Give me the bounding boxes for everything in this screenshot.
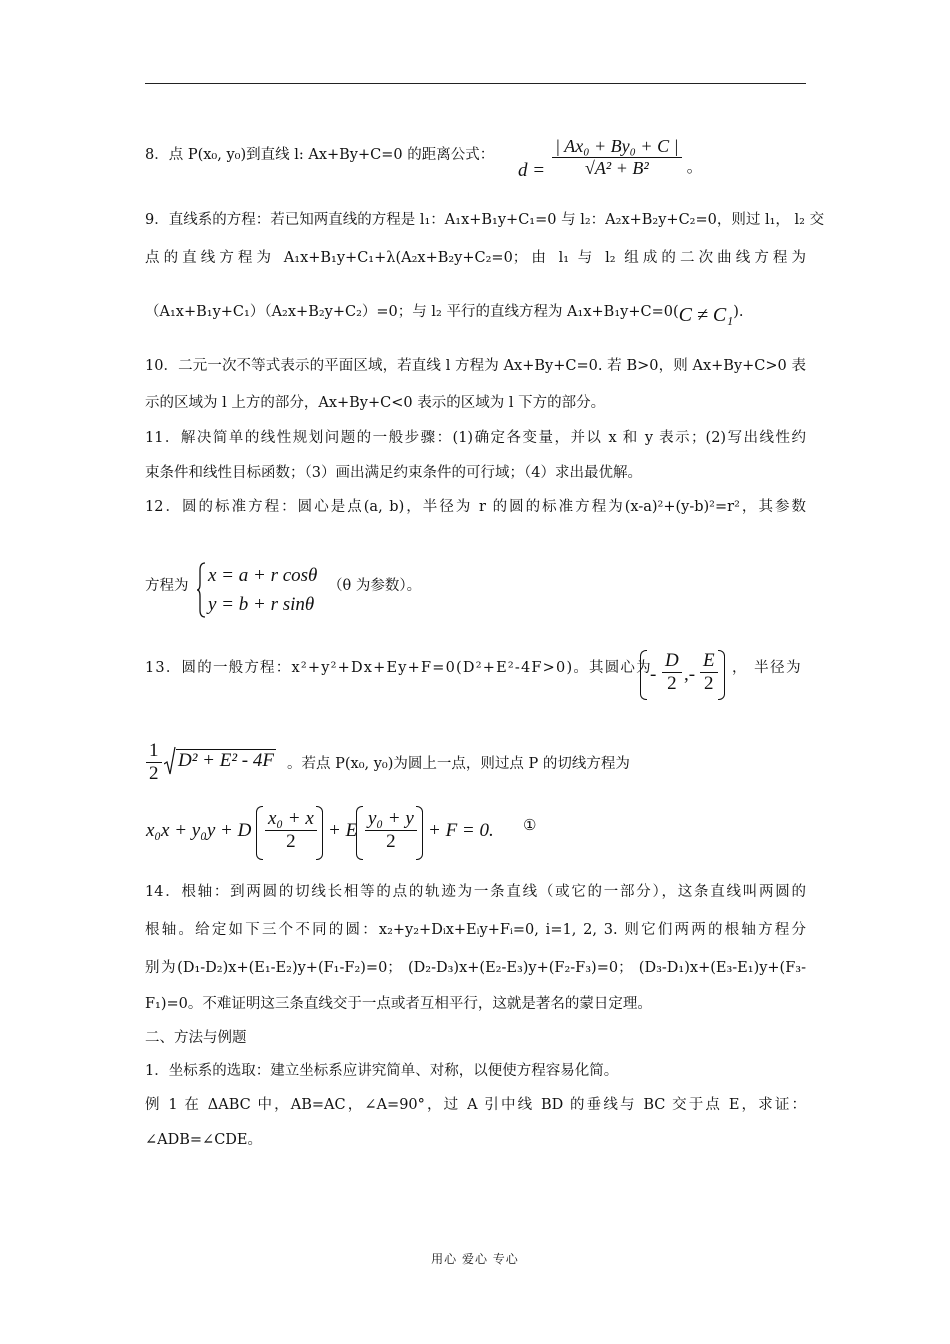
tangent-bracket-1-right — [316, 806, 323, 860]
tangent-part-b: + E — [328, 820, 358, 841]
center-neg: - — [650, 664, 657, 685]
distance-denominator: √A² + B² — [584, 158, 649, 178]
tangent-num-2: y₀ + y — [365, 808, 417, 831]
item-13-line-1-pre: 13．圆的一般方程：x²+y²+Dx+Ey+F=0(D²+E²-4F>0)。其圆心为 — [145, 660, 652, 676]
param-brace — [196, 562, 206, 618]
tangent-frac-2 — [365, 808, 417, 853]
item-10-line-1: 10．二元一次不等式表示的平面区域，若直线 l 方程为 Ax+By+C=0. 若 B>0，则 Ax+By+C>0 表 — [145, 358, 806, 374]
section-2-heading: 二、方法与例题 — [145, 1030, 247, 1046]
page-footer: 用心 爱心 专心 — [431, 1252, 519, 1266]
tangent-den-1: 2 — [286, 831, 296, 852]
param-x: x = a + r cosθ — [208, 565, 318, 586]
item-12-line-2-post: （θ 为参数）。 — [328, 578, 422, 594]
radius-expression: D² + E² - 4F — [178, 750, 274, 771]
item-11-line-1: 11．解决简单的线性规划问题的一般步骤：(1)确定各变量，并以 x 和 y 表示；(2)写出线性约 — [145, 430, 806, 446]
center-sep: ,- — [684, 664, 696, 685]
half-frac — [146, 740, 162, 785]
item-14-line-3: 别为(D₁-D₂)x+(E₁-E₂)y+(F₁-F₂)=0； (D₂-D₃)x+(E₂-E₃)y+(F₂-F₃)=0； (D₃-D₁)x+(E₃-E₁)y+(F₃- — [145, 960, 806, 976]
item-9-line-3-end: ). — [733, 304, 744, 320]
example-1-line-2: ∠ADB=∠CDE。 — [145, 1132, 263, 1148]
center-den-1: 2 — [667, 673, 677, 694]
item-10-line-2: 示的区域为 l 上方的部分，Ax+By+C<0 表示的区域为 l 下方的部分。 — [145, 395, 606, 411]
brace-icon — [196, 562, 206, 618]
condition-formula: C ≠ C₁ — [678, 304, 734, 326]
tangent-part-c: + F = 0. — [428, 820, 494, 841]
tangent-den-2: 2 — [386, 831, 396, 852]
center-num-1: D — [662, 650, 682, 673]
center-frac-2 — [700, 650, 718, 695]
item-14-line-4: F₁)=0。不难证明这三条直线交于一点或者互相平行，这就是著名的蒙日定理。 — [145, 996, 652, 1012]
distance-numerator: | Ax₀ + By₀ + C | — [552, 136, 681, 158]
item-12-line-1: 12．圆的标准方程：圆心是点(a, b)，半径为 r 的圆的标准方程为(x-a)²+(y-b)²=r²，其参数 — [145, 499, 806, 515]
item-12-line-2-pre: 方程为 — [145, 578, 189, 594]
center-bracket-left — [640, 650, 647, 700]
item-9-line-3-text: （A₁x+B₁y+C₁）（A₂x+B₂y+C₂）=0；与 l₂ 平行的直线方程为 A₁x+B₁y+C=0( — [145, 304, 679, 320]
item-9-line-1: 9．直线系的方程：若已知两直线的方程是 l₁：A₁x+B₁y+C₁=0 与 l₂：A₂x+B₂y+C₂=0，则过 l₁， l₂ 交 — [145, 212, 825, 228]
distance-fraction — [552, 136, 681, 179]
header-rule — [145, 83, 806, 84]
item-14-line-1: 14．根轴：到两圆的切线长相等的点的轨迹为一条直线（或它的一部分），这条直线叫两圆的 — [145, 884, 806, 900]
item-8-end: 。 — [686, 157, 703, 176]
center-frac-1 — [662, 650, 682, 695]
half-num: 1 — [146, 740, 162, 763]
half-den: 2 — [149, 763, 159, 784]
center-den-2: 2 — [704, 673, 714, 694]
tangent-bracket-2-left — [356, 806, 363, 860]
method-1: 1．坐标系的选取：建立坐标系应讲究简单、对称，以便使方程容易化简。 — [145, 1063, 619, 1079]
tangent-frac-1 — [265, 808, 317, 853]
tangent-num-1: x₀ + x — [265, 808, 317, 831]
example-1-line-1: 例 1 在 ΔABC 中，AB=AC，∠A=90°，过 A 引中线 BD 的垂线与 BC 交于点 E，求证： — [145, 1097, 806, 1113]
param-y: y = b + r sinθ — [208, 594, 315, 615]
item-9-line-2: 点的直线方程为 A₁x+B₁y+C₁+λ(A₂x+B₂y+C₂=0；由 l₁ 与 l₂ 组成的二次曲线方程为 — [145, 250, 806, 266]
item-13-line-2-post: 。若点 P(x₀, y₀)为圆上一点，则过点 P 的切线方程为 — [287, 756, 630, 772]
item-8 — [145, 145, 494, 165]
tangent-bracket-1-left — [256, 806, 263, 860]
tangent-part-a: x₀x + y₀y + D — [146, 820, 252, 841]
center-num-2: E — [700, 650, 718, 673]
sqrt-icon — [164, 746, 176, 776]
tangent-bracket-2-right — [416, 806, 423, 860]
distance-lhs: d = — [518, 160, 546, 181]
item-13-line-1-post: ， 半径为 — [732, 660, 803, 676]
item-11-line-2: 束条件和线性目标函数；（3）画出满足约束条件的可行域；（4）求出最优解。 — [145, 465, 642, 481]
distance-formula — [518, 136, 703, 179]
equation-marker: ① — [523, 816, 537, 834]
item-8-text: 8．点 P(x₀, y₀)到直线 l: Ax+By+C=0 的距离公式： — [145, 147, 495, 163]
item-14-line-2: 根轴。给定如下三个不同的圆：x₂+y₂+Dᵢx+Eᵢy+Fᵢ=0, i=1, 2, 3. 则它们两两的根轴方程分 — [145, 922, 806, 938]
center-bracket-right — [718, 650, 725, 700]
item-9-line-3 — [145, 300, 744, 326]
